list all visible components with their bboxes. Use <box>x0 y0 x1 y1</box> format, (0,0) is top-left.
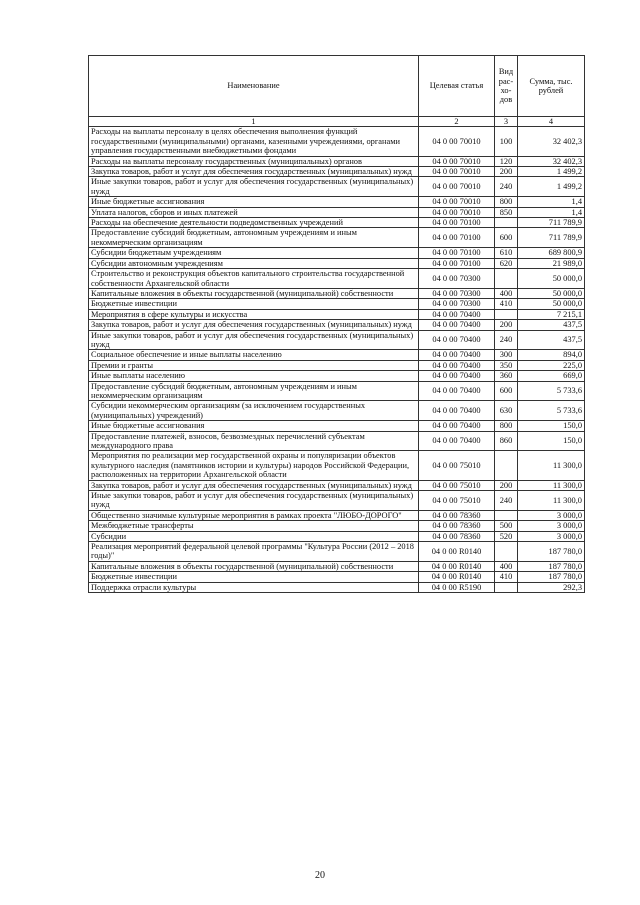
row-code: 04 0 00 70010 <box>419 207 495 217</box>
row-code: 04 0 00 R0140 <box>419 542 495 562</box>
row-code: 04 0 00 70010 <box>419 197 495 207</box>
table-row <box>89 156 585 166</box>
row-name: Иные закупки товаров, работ и услуг для обеспечения государственных (муниципальных) нужд <box>89 330 419 350</box>
row-sum: 292,3 <box>518 582 585 592</box>
row-type: 620 <box>495 258 518 268</box>
row-code: 04 0 00 70400 <box>419 381 495 401</box>
table-row <box>89 127 585 156</box>
table-row <box>89 269 585 289</box>
row-sum: 50 000,0 <box>518 288 585 298</box>
table-row <box>89 207 585 217</box>
table-row <box>89 582 585 592</box>
row-code: 04 0 00 78360 <box>419 531 495 541</box>
row-type <box>495 218 518 228</box>
row-sum: 150,0 <box>518 421 585 431</box>
row-sum: 894,0 <box>518 350 585 360</box>
row-code: 04 0 00 70300 <box>419 288 495 298</box>
row-code: 04 0 00 70400 <box>419 320 495 330</box>
row-sum: 32 402,3 <box>518 127 585 156</box>
row-code: 04 0 00 75010 <box>419 451 495 480</box>
row-sum: 711 789,9 <box>518 218 585 228</box>
row-code: 04 0 00 78360 <box>419 521 495 531</box>
table-row <box>89 218 585 228</box>
row-code: 04 0 00 70010 <box>419 177 495 197</box>
table-row <box>89 510 585 520</box>
row-name: Уплата налогов, сборов и иных платежей <box>89 207 419 217</box>
row-type: 520 <box>495 531 518 541</box>
row-code: 04 0 00 78360 <box>419 510 495 520</box>
row-sum: 11 300,0 <box>518 491 585 511</box>
row-sum: 1,4 <box>518 197 585 207</box>
row-sum: 187 780,0 <box>518 542 585 562</box>
header-sum: Сумма, тыс. рублей <box>518 56 585 117</box>
row-type: 850 <box>495 207 518 217</box>
row-code: 04 0 00 70400 <box>419 431 495 451</box>
row-name: Закупка товаров, работ и услуг для обеспечения государственных (муниципальных) нужд <box>89 320 419 330</box>
row-sum: 3 000,0 <box>518 510 585 520</box>
row-code: 04 0 00 70400 <box>419 401 495 421</box>
row-type: 800 <box>495 197 518 207</box>
row-code: 04 0 00 70010 <box>419 156 495 166</box>
row-type: 200 <box>495 167 518 177</box>
table-row <box>89 309 585 319</box>
row-sum: 11 300,0 <box>518 480 585 490</box>
row-code: 04 0 00 R0140 <box>419 572 495 582</box>
row-type: 410 <box>495 572 518 582</box>
row-name: Мероприятия в сфере культуры и искусства <box>89 309 419 319</box>
table-row <box>89 521 585 531</box>
row-sum: 1 499,2 <box>518 167 585 177</box>
row-name: Иные бюджетные ассигнования <box>89 421 419 431</box>
table-row <box>89 167 585 177</box>
row-code: 04 0 00 70400 <box>419 371 495 381</box>
row-type <box>495 542 518 562</box>
row-sum: 1 499,2 <box>518 177 585 197</box>
row-type: 200 <box>495 480 518 490</box>
row-code: 04 0 00 R0140 <box>419 561 495 571</box>
row-code: 04 0 00 70100 <box>419 258 495 268</box>
table-row <box>89 288 585 298</box>
table-body <box>89 127 585 593</box>
row-type: 120 <box>495 156 518 166</box>
row-type: 600 <box>495 228 518 248</box>
row-name: Субсидии некоммерческим организациям (за исключением государственных (муниципальных) учреждений) <box>89 401 419 421</box>
row-code: 04 0 00 70300 <box>419 299 495 309</box>
row-name: Иные закупки товаров, работ и услуг для обеспечения государственных (муниципальных) нужд <box>89 177 419 197</box>
row-type: 860 <box>495 431 518 451</box>
table-row <box>89 431 585 451</box>
row-code: 04 0 00 70400 <box>419 309 495 319</box>
table-row <box>89 561 585 571</box>
row-sum: 11 300,0 <box>518 451 585 480</box>
row-code: 04 0 00 70400 <box>419 360 495 370</box>
table-row <box>89 531 585 541</box>
row-name: Капитальные вложения в объекты государственной (муниципальной) собственности <box>89 561 419 571</box>
table-row <box>89 228 585 248</box>
row-sum: 5 733,6 <box>518 381 585 401</box>
row-name: Расходы на обеспечение деятельности подведомственных учреждений <box>89 218 419 228</box>
row-type: 410 <box>495 299 518 309</box>
row-type: 240 <box>495 330 518 350</box>
table-row <box>89 421 585 431</box>
row-code: 04 0 00 70010 <box>419 167 495 177</box>
row-name: Иные закупки товаров, работ и услуг для обеспечения государственных (муниципальных) нужд <box>89 491 419 511</box>
column-number-row <box>89 117 585 127</box>
table-row <box>89 350 585 360</box>
row-type: 400 <box>495 561 518 571</box>
row-type: 500 <box>495 521 518 531</box>
table-row <box>89 542 585 562</box>
row-sum: 50 000,0 <box>518 299 585 309</box>
table-row <box>89 258 585 268</box>
row-name: Расходы на выплаты персоналу в целях обеспечения выполнения функций государственными (муниципальными) органами, казенными учреждениями, органами управления государственными внебюджетными фондами <box>89 127 419 156</box>
row-name: Бюджетные инвестиции <box>89 572 419 582</box>
row-type: 350 <box>495 360 518 370</box>
row-name: Капитальные вложения в объекты государственной (муниципальной) собственности <box>89 288 419 298</box>
row-name: Предоставление субсидий бюджетным, автономным учреждениям и иным некоммерческим организациям <box>89 381 419 401</box>
row-code: 04 0 00 75010 <box>419 480 495 490</box>
row-sum: 1,4 <box>518 207 585 217</box>
table-row <box>89 480 585 490</box>
table-row <box>89 320 585 330</box>
row-type: 600 <box>495 381 518 401</box>
row-sum: 669,0 <box>518 371 585 381</box>
row-type: 200 <box>495 320 518 330</box>
row-name: Предоставление субсидий бюджетным, автономным учреждениям и иным некоммерческим организациям <box>89 228 419 248</box>
row-code: 04 0 00 70100 <box>419 228 495 248</box>
row-name: Премии и гранты <box>89 360 419 370</box>
row-code: 04 0 00 70400 <box>419 350 495 360</box>
row-sum: 437,5 <box>518 320 585 330</box>
row-name: Иные выплаты населению <box>89 371 419 381</box>
row-sum: 3 000,0 <box>518 521 585 531</box>
row-type: 800 <box>495 421 518 431</box>
row-name: Предоставление платежей, взносов, безвозмездных перечислений субъектам международного права <box>89 431 419 451</box>
table-row <box>89 572 585 582</box>
row-type: 240 <box>495 177 518 197</box>
column-number: 3 <box>495 117 518 127</box>
row-sum: 5 733,6 <box>518 401 585 421</box>
row-code: 04 0 00 75010 <box>419 491 495 511</box>
header-name: Наименование <box>89 56 419 117</box>
header-row <box>89 56 585 117</box>
column-number: 4 <box>518 117 585 127</box>
row-sum: 187 780,0 <box>518 572 585 582</box>
row-code: 04 0 00 70400 <box>419 330 495 350</box>
row-name: Закупка товаров, работ и услуг для обеспечения государственных (муниципальных) нужд <box>89 480 419 490</box>
row-code: 04 0 00 70100 <box>419 248 495 258</box>
row-type <box>495 510 518 520</box>
table-row <box>89 381 585 401</box>
row-code: 04 0 00 R5190 <box>419 582 495 592</box>
row-type: 610 <box>495 248 518 258</box>
row-name: Реализация мероприятий федеральной целевой программы "Культура России (2012 – 2018 годы)" <box>89 542 419 562</box>
row-type <box>495 269 518 289</box>
row-type: 240 <box>495 491 518 511</box>
row-code: 04 0 00 70400 <box>419 421 495 431</box>
table-row <box>89 371 585 381</box>
row-name: Бюджетные инвестиции <box>89 299 419 309</box>
row-name: Поддержка отрасли культуры <box>89 582 419 592</box>
row-name: Субсидии автономным учреждениям <box>89 258 419 268</box>
row-sum: 711 789,9 <box>518 228 585 248</box>
row-sum: 21 989,0 <box>518 258 585 268</box>
row-name: Субсидии бюджетным учреждениям <box>89 248 419 258</box>
row-type: 630 <box>495 401 518 421</box>
row-code: 04 0 00 70010 <box>419 127 495 156</box>
table-row <box>89 330 585 350</box>
row-name: Общественно значимые культурные мероприятия в рамках проекта "ЛЮБО-ДОРОГО" <box>89 510 419 520</box>
table-row <box>89 451 585 480</box>
row-name: Иные бюджетные ассигнования <box>89 197 419 207</box>
header-code: Целевая статья <box>419 56 495 117</box>
row-sum: 32 402,3 <box>518 156 585 166</box>
row-sum: 50 000,0 <box>518 269 585 289</box>
row-type: 300 <box>495 350 518 360</box>
row-name: Расходы на выплаты персоналу государственных (муниципальных) органов <box>89 156 419 166</box>
page-number: 20 <box>315 870 325 881</box>
table-row <box>89 491 585 511</box>
row-type: 100 <box>495 127 518 156</box>
row-name: Социальное обеспечение и иные выплаты населению <box>89 350 419 360</box>
row-type: 400 <box>495 288 518 298</box>
row-sum: 225,0 <box>518 360 585 370</box>
row-type <box>495 309 518 319</box>
row-sum: 150,0 <box>518 431 585 451</box>
table-row <box>89 248 585 258</box>
budget-table <box>88 55 585 593</box>
column-number: 1 <box>89 117 419 127</box>
row-code: 04 0 00 70300 <box>419 269 495 289</box>
row-name: Межбюджетные трансферты <box>89 521 419 531</box>
table-row <box>89 177 585 197</box>
table-row <box>89 401 585 421</box>
row-sum: 7 215,1 <box>518 309 585 319</box>
row-sum: 187 780,0 <box>518 561 585 571</box>
row-name: Строительство и реконструкция объектов капитального строительства государственной собственности Архангельской области <box>89 269 419 289</box>
table-row <box>89 299 585 309</box>
row-name: Закупка товаров, работ и услуг для обеспечения государственных (муниципальных) нужд <box>89 167 419 177</box>
row-code: 04 0 00 70100 <box>419 218 495 228</box>
row-type: 360 <box>495 371 518 381</box>
row-name: Мероприятия по реализации мер государственной охраны и популяризации объектов культурного наследия (памятников истории и культуры) народов Российской Федерации, расположенных на территории Архангельской области <box>89 451 419 480</box>
table-row <box>89 197 585 207</box>
table-row <box>89 360 585 370</box>
column-number: 2 <box>419 117 495 127</box>
row-sum: 689 800,9 <box>518 248 585 258</box>
row-sum: 437,5 <box>518 330 585 350</box>
row-name: Субсидии <box>89 531 419 541</box>
row-type <box>495 451 518 480</box>
row-sum: 3 000,0 <box>518 531 585 541</box>
header-type: Вид рас-хо-дов <box>495 56 518 117</box>
row-type <box>495 582 518 592</box>
